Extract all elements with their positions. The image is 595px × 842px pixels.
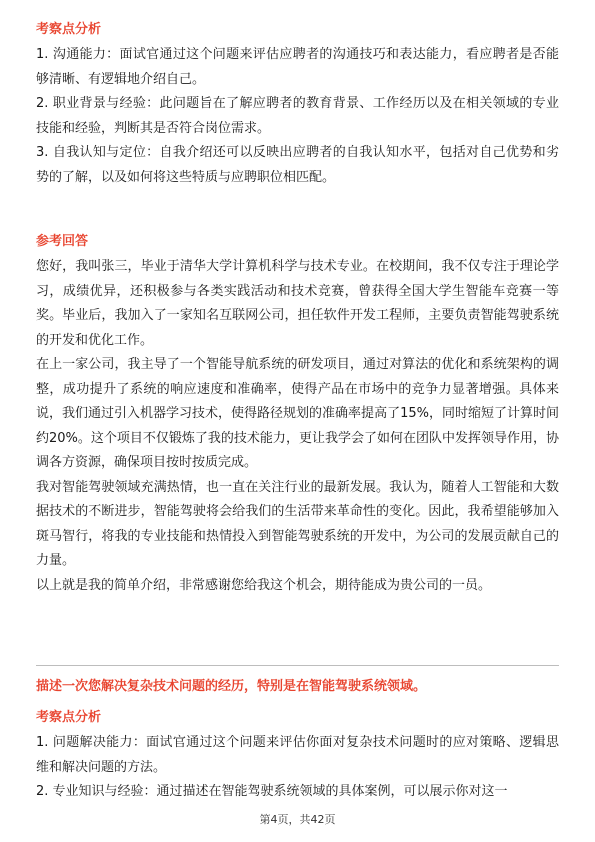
answer-paragraph: 以上就是我的简单介绍，非常感谢您给我这个机会，期待能成为贵公司的一员。	[36, 577, 492, 593]
analysis-item: 2. 专业知识与经验：通过描述在智能驾驶系统领域的具体案例，可以展示你对这一	[36, 784, 508, 799]
analysis-item: 2. 职业背景与经验：此问题旨在了解应聘者的教育背景、工作经历以及在相关领域的专业技能和经验，判断其是否符合岗位需求。	[36, 96, 559, 136]
answer-paragraph: 您好，我叫张三，毕业于清华大学计算机科学与技术专业。在校期间，我不仅专注于理论学习，成绩优异，还积极参与各类实践活动和技术竞赛，曾获得全国大学生智能车竞赛一等奖。毕业后，我加入了一家知名互联网公司，担任软件开发工程师，主要负责智能驾驶系统的开发和优化工作。	[36, 259, 559, 348]
answer-paragraph: 在上一家公司，我主导了一个智能导航系统的研发项目，通过对算法的优化和系统架构的调整，成功提升了系统的响应速度和准确率，使得产品在市场中的竞争力显著增强。具体来说，我们通过引入机器学习技术，使得路径规划的准确率提高了15%，同时缩短了计算时间约20%。这个项目不仅锻炼了我的技术能力，更让我学会了如何在团队中发挥领导作用，协调各方资源，确保项目按时按质完成。	[36, 357, 559, 470]
analysis-heading: 考察点分析	[36, 710, 102, 725]
section1-analysis	[36, 20, 559, 190]
section-divider	[36, 665, 559, 666]
analysis-heading: 考察点分析	[36, 22, 102, 37]
analysis-item: 1. 沟通能力：面试官通过这个问题来评估应聘者的沟通技巧和表达能力，看应聘者是否能够清晰、有逻辑地介绍自己。	[36, 47, 559, 87]
section1-answer	[36, 232, 559, 598]
answer-heading: 参考回答	[36, 234, 89, 249]
question-heading: 描述一次您解决复杂技术问题的经历，特别是在智能驾驶系统领域。	[36, 679, 427, 694]
page-number: 第4页，共42页	[259, 813, 336, 826]
analysis-item: 1. 问题解决能力：面试官通过这个问题来评估你面对复杂技术问题时的应对策略、逻辑思维和解决问题的方法。	[36, 735, 559, 775]
answer-paragraph: 我对智能驾驶领域充满热情，也一直在关注行业的最新发展。我认为，随着人工智能和大数据技术的不断进步，智能驾驶将会给我们的生活带来革命性的变化。因此，我希望能够加入斑马智行，将我的专业技能和热情投入到智能驾驶系统的开发中，为公司的发展贡献自己的力量。	[36, 479, 559, 568]
section2	[36, 677, 559, 805]
analysis-item: 3. 自我认知与定位：自我介绍还可以反映出应聘者的自我认知水平，包括对自己优势和劣势的了解，以及如何将这些特质与应聘职位相匹配。	[36, 145, 559, 185]
